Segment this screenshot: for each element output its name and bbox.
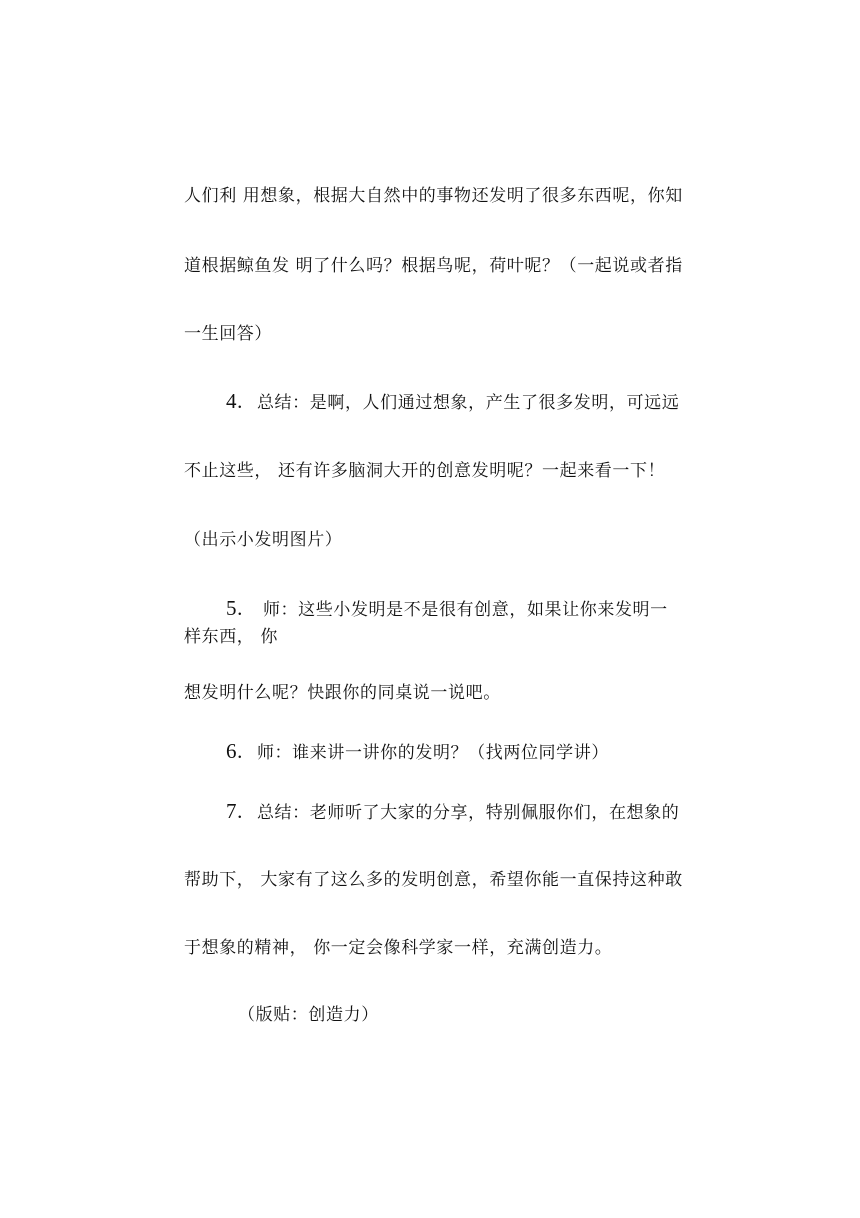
list-text-6: 师：谁来讲一讲你的发明？（找两位同学讲） [256, 743, 609, 763]
paragraph-line-14: （版贴：创造力） [238, 1005, 379, 1025]
list-item-7 [226, 801, 679, 823]
paragraph-line-12: 帮助下， 大家有了这么多的发明创意，希望你能一直保持这种敢 [184, 870, 683, 890]
list-text-4: 总结：是啊，人们通过想象，产生了很多发明，可远远 [256, 393, 680, 413]
list-text-5: 师：这些小发明是不是很有创意，如果让你来发明一 [256, 600, 668, 620]
list-item-6 [226, 741, 609, 763]
list-number-4: 4. [226, 389, 243, 413]
list-number-7: 7. [226, 799, 243, 823]
list-item-4 [226, 391, 679, 413]
list-number-5: 5. [226, 596, 243, 620]
list-number-6: 6. [226, 739, 243, 763]
paragraph-line-9: 想发明什么呢？快跟你的同桌说一说吧。 [184, 683, 501, 703]
list-item-5 [226, 598, 668, 620]
list-text-7: 总结：老师听了大家的分享，特别佩服你们，在想象的 [256, 803, 680, 823]
paragraph-line-8: 样东西， 你 [184, 627, 279, 647]
paragraph-line-1: 人们利 用想象，根据大自然中的事物还发明了很多东西呢，你知 [184, 186, 683, 206]
paragraph-line-13: 于想象的精神， 你一定会像科学家一样，充满创造力。 [184, 938, 613, 958]
paragraph-line-3: 一生回答） [184, 324, 272, 344]
paragraph-line-6: （出示小发明图片） [184, 530, 343, 550]
paragraph-line-2: 道根据鲸鱼发 明了什么吗？根据鸟呢，荷叶呢？（一起说或者指 [184, 256, 683, 276]
paragraph-line-5: 不止这些， 还有许多脑洞大开的创意发明呢？一起来看一下！ [184, 461, 666, 481]
